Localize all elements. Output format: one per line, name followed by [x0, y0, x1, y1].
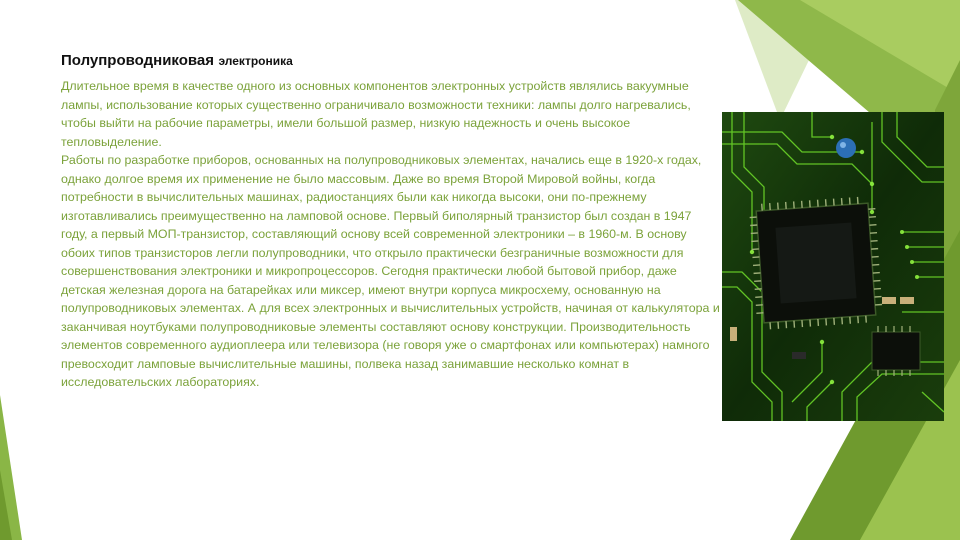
capacitor	[836, 138, 856, 158]
circuit-board-drawing	[722, 112, 944, 421]
circuit-board-image	[722, 112, 944, 421]
paragraph-intro: Длительное время в качестве одного из основных компонентов электронных устройств являлись вакуумные лампы, использование которых существенно ограничивало возможности техники: лампы долго нагревались, чтобы выйти на рабочие параметры, имели большой размер, низкую надежность и очень высокое тепловыделение.	[61, 79, 691, 149]
title-main: Полупроводниковая	[61, 52, 215, 69]
body-text	[61, 77, 721, 392]
paragraph-history: Работы по разработке приборов, основанных на полупроводниковых элементах, начались еще в 1920-х годах, однако долгое время их применение не было массовым. Даже во время Второй Мировой войны, когда потребности в вычислительных машинах, радиостанциях были как никогда высоки, они по-прежнему изготавливались преимущественно на ламповой основе. Первый биполярный транзистор был создан в 1947 году, а первый МОП-транзистор, составляющий основу всей современной электроники – в 1960-м. В основу обоих типов транзисторов легли полупроводники, что открыло практически безграничные возможности для совершенствования электроники и микропроцессоров. Сегодня практически любой бытовой прибор, даже детская железная дорога на батарейках или миксер, имеют внутри корпуса микросхему, основанную на полупроводниковых элементах. А для всех электронных и вычислительных устройств, начиная от калькулятора и заканчивая ноутбуками полупроводниковые элементы составляют основу конструкции. Производительность элементов современного аудиоплеера или телевизора (не говоря уже о смартфонах или компьютерах) намного превосходит ламповые вычислительные машины, полвека назад занимавшие несколько комнат в исследовательских лабораториях.	[61, 153, 720, 389]
small-chip	[872, 326, 920, 376]
slide-title	[61, 52, 293, 70]
title-sub: электроника	[218, 54, 293, 68]
microchip	[749, 196, 883, 330]
